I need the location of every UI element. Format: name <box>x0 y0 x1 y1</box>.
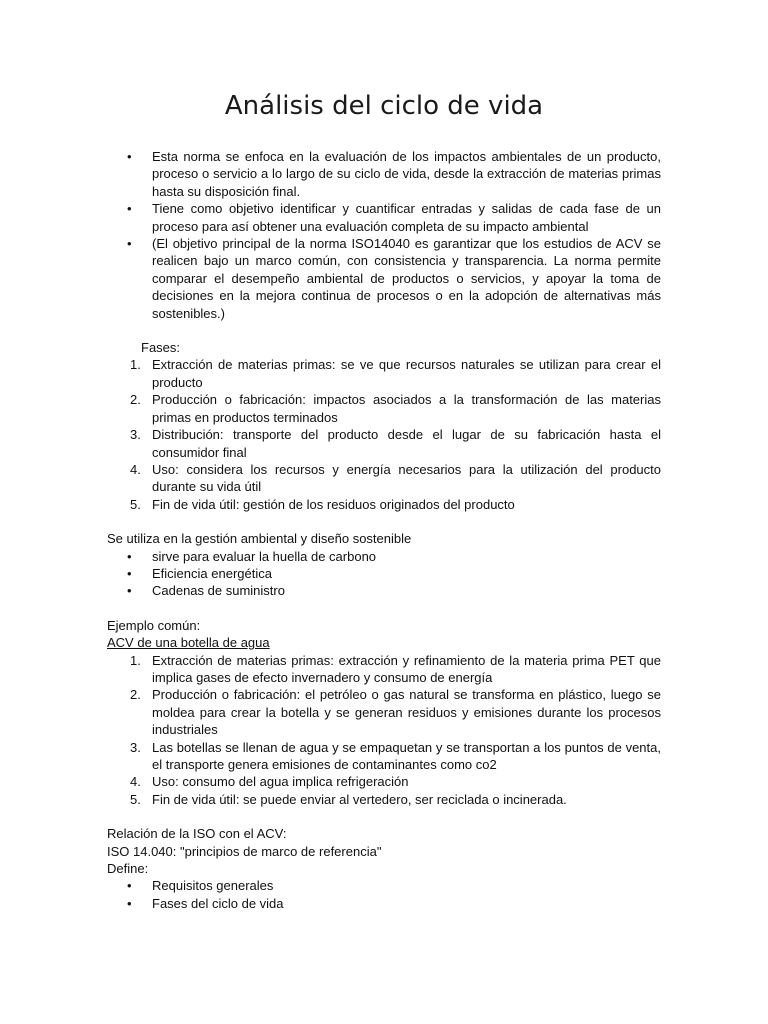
list-item-text: Distribución: transporte del producto desde el lugar de su fabricación hasta el consumidor final <box>152 427 661 460</box>
list-item: • Fases del ciclo de vida <box>107 895 661 912</box>
list-item <box>107 791 661 808</box>
list-item: • sirve para evaluar la huella de carbono <box>107 548 661 565</box>
list-number: 1. <box>130 652 141 668</box>
fases-label: Fases: <box>141 340 181 356</box>
ejemplo-subtitle: ACV de una botella de agua <box>107 635 270 651</box>
list-item: • Requisitos generales <box>107 877 661 894</box>
page-title: Análisis del ciclo de vida <box>224 91 544 121</box>
ejemplo-label: Ejemplo común: <box>107 617 201 633</box>
list-item-text: Producción o fabricación: el petróleo o gas natural se transforma en plástico, luego se moldea para crear la botella y se generan residuos y emisiones durante los procesos industriales <box>152 687 661 738</box>
list-item <box>107 773 661 790</box>
list-item <box>107 739 661 774</box>
ejemplo-list <box>107 652 661 809</box>
list-item <box>107 426 661 461</box>
list-number: 5. <box>130 496 141 512</box>
list-item-text: Las botellas se llenan de agua y se empaquetan y se transportan a los puntos de venta, el transporte genera emisiones de contaminantes como co2 <box>152 739 661 772</box>
list-item: • Cadenas de suministro <box>107 582 661 599</box>
list-item-text: Uso: consumo del agua implica refrigeración <box>152 774 409 790</box>
relacion-bullet-list <box>107 877 661 912</box>
list-number: 3. <box>130 739 141 755</box>
intro-bullet-list <box>107 148 661 322</box>
list-number: 2. <box>130 392 141 408</box>
list-item <box>107 391 661 426</box>
list-number: 5. <box>130 791 141 807</box>
list-number: 4. <box>130 461 141 477</box>
fases-list <box>107 356 661 513</box>
list-item <box>107 356 661 391</box>
list-item: • Tiene como objetivo identificar y cuantificar entradas y salidas de cada fase de un proceso para así obtener una evaluación completa de su impacto ambiental <box>107 200 661 235</box>
relacion-line-1: Relación de la ISO con el ACV: <box>107 826 287 842</box>
list-item-text: Fin de vida útil: gestión de los residuos originados del producto <box>152 496 515 512</box>
list-item-text: Fin de vida útil: se puede enviar al vertedero, ser reciclada o incinerada. <box>152 791 567 807</box>
list-item-text: Extracción de materias primas: extracción y refinamiento de la materia prima PET que implica gases de efecto invernadero y consumo de energía <box>152 652 661 685</box>
list-number: 1. <box>130 357 141 373</box>
list-number: 4. <box>130 774 141 790</box>
document-body <box>107 148 661 912</box>
list-item <box>107 686 661 738</box>
list-number: 2. <box>130 687 141 703</box>
list-item-text: Uso: considera los recursos y energía necesarios para la utilización del producto durante su vida útil <box>152 461 661 495</box>
uso-label: Se utiliza en la gestión ambiental y diseño sostenible <box>107 531 412 547</box>
list-item-text: Producción o fabricación: impactos asociados a la transformación de las materias primas en productos terminados <box>152 392 661 425</box>
list-item <box>107 496 661 513</box>
relacion-line-3: Define: <box>107 861 149 877</box>
list-item: • Eficiencia energética <box>107 565 661 582</box>
list-item: • (El objetivo principal de la norma ISO14040 es garantizar que los estudios de ACV se realicen bajo un marco común, con consistencia y transparencia. La norma permite comparar el desempeño ambiental de productos o servicios, y apoyar la toma de decisiones en la mejora continua de procesos o en la adopción de alternativas más sostenibles.) <box>107 235 661 322</box>
list-item-text: Extracción de materias primas: se ve que recursos naturales se utilizan para crear el producto <box>152 357 661 390</box>
relacion-line-2: ISO 14.040: "principios de marco de referencia" <box>107 843 382 859</box>
list-item <box>107 652 661 687</box>
list-item <box>107 461 661 496</box>
uso-bullet-list <box>107 548 661 600</box>
list-item: • Esta norma se enfoca en la evaluación de los impactos ambientales de un producto, proceso o servicio a lo largo de su ciclo de vida, desde la extracción de materias primas hasta su disposición final. <box>107 148 661 200</box>
list-number: 3. <box>130 427 141 443</box>
